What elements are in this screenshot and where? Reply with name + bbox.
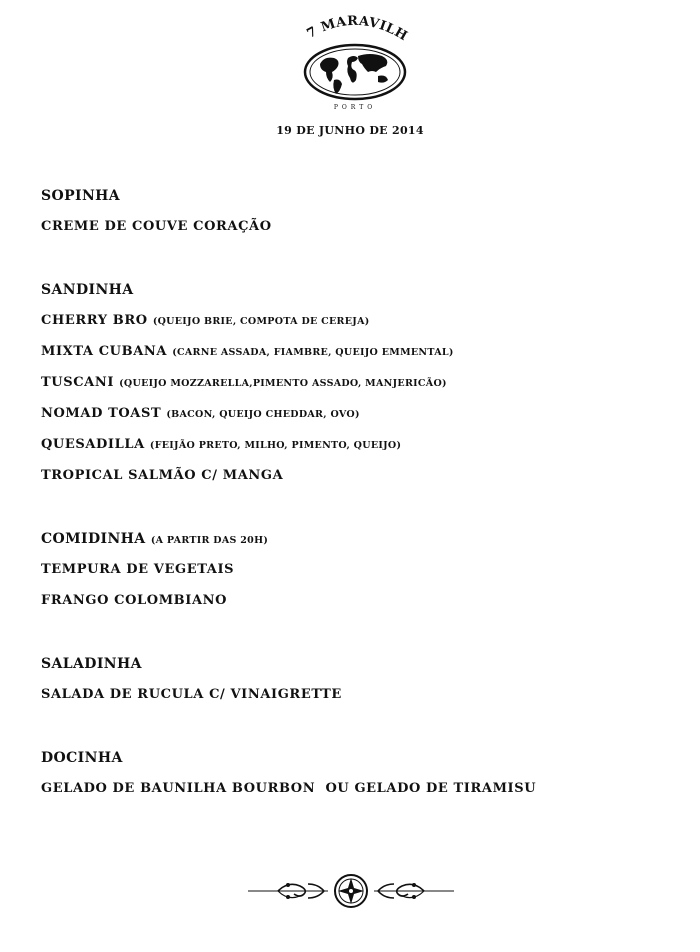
item-name: FRANGO COLOMBIANO [41,593,228,608]
menu-item [41,778,671,809]
menu-item [41,310,671,341]
section-comidinha [41,528,671,621]
logo-title-text: 7 MARAVILH [304,13,411,45]
item-name: QUESADILLA [41,437,145,452]
section-title: SALADINHA [41,656,142,672]
menu-item [41,684,671,715]
compass-rose-ornament-icon [248,872,454,910]
section-saladinha [41,653,671,715]
section-title: SANDINHA [41,282,134,298]
item-ingredients: (CARNE ASSADA, FIAMBRE, QUEIJO EMMENTAL) [172,347,454,358]
section-title: SOPINHA [41,188,121,204]
item-name: CHERRY BRO [41,313,148,328]
section-heading [41,747,671,778]
item-name: NOMAD TOAST [41,406,162,421]
item-name: MIXTA CUBANA [41,344,168,359]
menu-item [41,372,671,403]
item-name: TEMPURA DE VEGETAIS [41,562,235,577]
menu-item [41,465,671,496]
menu-list [41,185,671,809]
section-docinha [41,747,671,809]
logo-subtitle-text: PORTO [333,104,377,111]
menu-item [41,216,671,247]
item-ingredients: (BACON, QUEIJO CHEDDAR, OVO) [166,409,360,420]
item-ingredients: (FEIJÃO PRETO, MILHO, PIMENTO, QUEIJO) [149,440,402,451]
item-ingredients: (QUEIJO BRIE, COMPOTA DE CEREJA) [152,316,370,327]
section-title-note: (A PARTIR DAS 20H) [150,535,269,546]
world-map-oval-emblem [296,12,414,112]
section-title: DOCINHA [41,750,123,766]
menu-date: 19 DE JUNHO DE 2014 [276,124,424,137]
section-heading [41,528,671,559]
section-heading [41,279,671,310]
section-sopinha [41,185,671,247]
section-title: COMIDINHA [41,531,146,547]
menu-item [41,434,671,465]
item-name: TUSCANI [41,375,114,390]
restaurant-logo [296,12,414,112]
menu-item [41,403,671,434]
section-heading [41,185,671,216]
item-ingredients: (QUEIJO MOZZARELLA,PIMENTO ASSADO, MANJERICÃO) [119,378,447,389]
item-name: CREME DE COUVE CORAÇÃO [41,219,272,234]
menu-item [41,341,671,372]
menu-item [41,590,671,621]
menu-item [41,559,671,590]
item-name: TROPICAL SALMÃO C/ MANGA [41,468,284,483]
item-name: SALADA DE RUCULA C/ VINAIGRETTE [41,687,342,702]
section-heading [41,653,671,684]
section-sandinha [41,279,671,496]
item-name: GELADO DE BAUNILHA BOURBON OU GELADO DE TIRAMISU [41,781,537,796]
